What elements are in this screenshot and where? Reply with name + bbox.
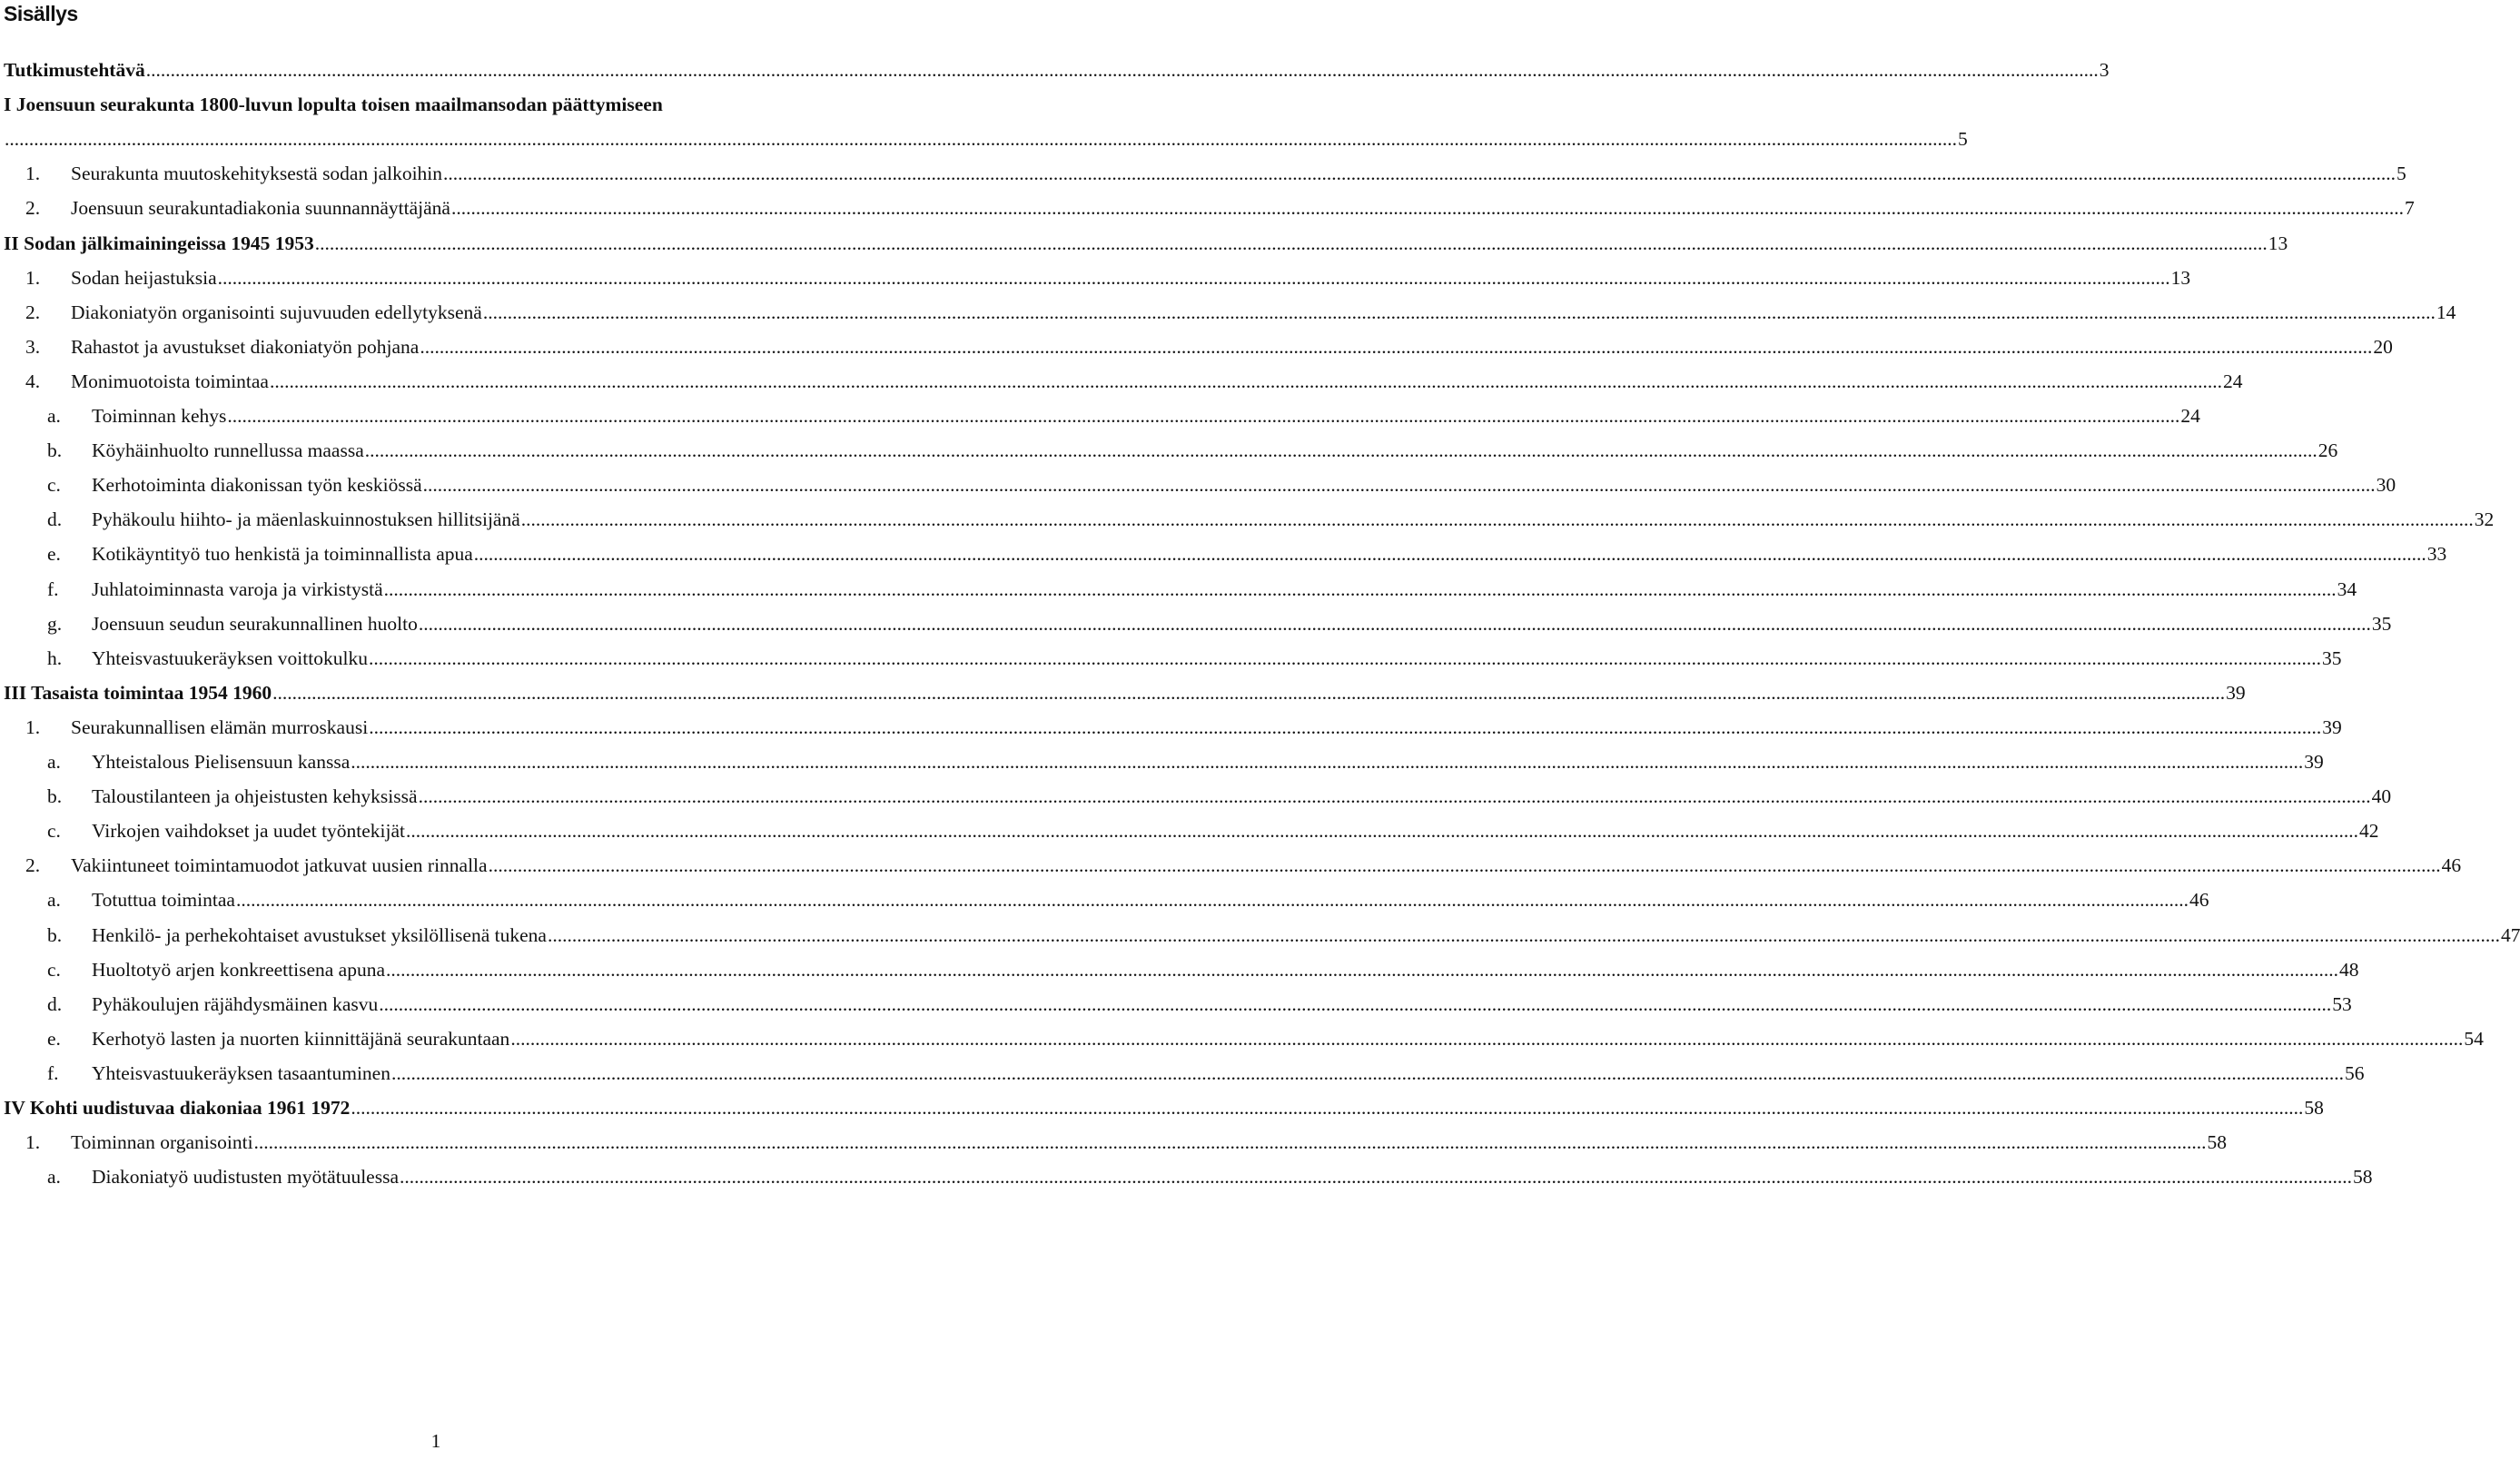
toc-entry[interactable] [0,884,2209,915]
toc-entry-title: Pyhäkoulu hiihto- ja mäenlaskuinnostuksen hillitsijänä [92,508,520,531]
toc-entry-title: Henkilö- ja perhekohtaiset avustukset yksilöllisenä tukena [92,923,547,946]
toc-entry-title: Vakiintuneet toimintamuodot jatkuvat uusien rinnalla [71,854,488,877]
toc-leader-dots: ................................................................................................................................................................................................................................................................................................................................................................................................................ [510,1027,2464,1050]
toc-entry-title: Toiminnan kehys [92,405,227,427]
toc-leader-dots: ................................................................................................................................................................................................................................................................................................................................................................................................................ [547,923,2500,946]
toc-entry-number: 1. [25,163,41,185]
toc-leader-dots: ................................................................................................................................................................................................................................................................................................................................................................................................................ [368,646,2321,669]
toc-entry[interactable] [0,366,2243,397]
toc-leader-dots: ................................................................................................................................................................................................................................................................................................................................................................................................................ [418,785,2371,808]
toc-entry-title: Yhteistalous Pielisensuun kanssa [92,751,351,773]
toc-entry-title: Kerhotoiminta diakonissan työn keskiössä [92,474,422,497]
toc-entry-title: Seurakunnallisen elämän murroskausi [71,715,369,738]
toc-entry-number: 3. [25,335,41,358]
toc-entry-title: Kotikäyntityö tuo henkistä ja toiminnallista apua [92,543,473,566]
toc-entry-page: 5 [1958,128,1968,151]
toc-entry-number: b. [47,785,63,808]
toc-entry[interactable] [0,920,2520,951]
toc-entry-page: 35 [2371,612,2392,635]
toc-entry[interactable] [0,331,2393,362]
toc-leader-dots: ................................................................................................................................................................................................................................................................................................................................................................................................................ [420,335,2373,358]
toc-leader-dots: ................................................................................................................................................................................................................................................................................................................................................................................................................ [422,474,2376,497]
toc-entry-page: 30 [2376,474,2396,497]
toc-entry-page: 33 [2426,543,2447,566]
toc-entry-number: e. [47,1027,61,1050]
toc-entry[interactable] [0,850,2462,881]
toc-entry-title: Sodan heijastuksia [71,266,217,289]
toc-entry-page: 46 [2441,854,2462,877]
toc-entry-number: 4. [25,370,41,392]
toc-entry[interactable] [0,1092,2324,1123]
toc-entry[interactable] [0,469,2396,500]
page-number: 1 [430,1430,441,1452]
toc-entry[interactable] [0,262,2191,293]
toc-entry-number: b. [47,923,63,946]
toc-entry-page: 54 [2464,1027,2484,1050]
toc-entry[interactable] [0,815,2379,846]
toc-entry[interactable] [0,1161,2373,1192]
toc-leader-dots: ................................................................................................................................................................................................................................................................................................................................................................................................................ [227,405,2180,427]
toc-entry-page: 14 [2436,301,2456,323]
toc-entry-title: Juhlatoiminnasta varoja ja virkistystä [92,577,383,600]
toc-leader-dots: ................................................................................................................................................................................................................................................................................................................................................................................................................ [520,508,2474,531]
toc-entry[interactable] [0,192,2415,223]
toc-entry[interactable] [0,297,2456,328]
toc-entry[interactable] [0,643,2342,674]
toc-entry-page: 58 [2353,1166,2373,1189]
toc-entry-title: Monimuotoista toimintaa [71,370,269,392]
toc-entry[interactable] [0,954,2359,985]
toc-entry-title: I Joensuun seurakunta 1800-luvun lopulta toisen maailmansodan päättymiseen [4,94,663,116]
toc-leader-dots: ................................................................................................................................................................................................................................................................................................................................................................................................................ [272,681,2226,704]
toc-entry-title: Diakoniatyön organisointi sujuvuuden edellytyksenä [71,301,482,323]
toc-entry-title: Taloustilanteen ja ohjeistusten kehyksissä [92,785,418,808]
toc-entry-number: c. [47,474,61,497]
toc-leader-dots: ................................................................................................................................................................................................................................................................................................................................................................................................................ [314,232,2268,254]
toc-leader-dots: ................................................................................................................................................................................................................................................................................................................................................................................................................ [406,820,2359,843]
toc-leader-dots: ................................................................................................................................................................................................................................................................................................................................................................................................................ [351,1097,2304,1119]
toc-entry-page: 32 [2474,508,2495,531]
toc-entry-page: 47 [2500,923,2520,946]
toc-entry-number: a. [47,889,61,912]
toc-entry-page: 56 [2344,1061,2365,1084]
toc-entry[interactable] [0,1023,2484,1054]
toc-entry-page: 42 [2359,820,2379,843]
toc-entry-number: f. [47,577,59,600]
toc-entry-number: f. [47,1061,59,1084]
toc-entry-page: 26 [2317,439,2338,462]
toc-entry-title: Seurakunta muutoskehityksestä sodan jalkoihin [71,163,443,185]
toc-entry-page: 13 [2170,266,2191,289]
toc-entry-page: 34 [2337,577,2357,600]
toc-entry-page: 46 [2189,889,2209,912]
toc-entry-page: 13 [2268,232,2288,254]
toc-entry-number: d. [47,992,63,1015]
toc-entry-number: b. [47,439,63,462]
toc-entry-page: 35 [2321,646,2342,669]
toc-entry-number: 2. [25,197,41,220]
toc-entry[interactable] [0,781,2392,812]
toc-entry-title: Yhteisvastuukeräyksen tasaantuminen [92,1061,390,1084]
toc-leader-dots: ................................................................................................................................................................................................................................................................................................................................................................................................................ [351,751,2304,773]
toc-entry-title: IV Kohti uudistuvaa diakoniaa 1961 1972 [4,1097,351,1119]
toc-entry-number: 1. [25,1131,41,1154]
toc-entry[interactable] [0,158,2406,189]
toc-entry[interactable] [0,574,2357,605]
toc-entry-title: Joensuun seurakuntadiakonia suunnannäyttäjänä [71,197,450,220]
toc-entry-page: 39 [2304,751,2324,773]
toc-entry[interactable] [0,712,2342,743]
toc-entry[interactable] [0,123,1968,154]
toc-entry[interactable] [0,54,2110,85]
toc-entry-page: 39 [2322,715,2342,738]
toc-entry-title: Virkojen vaihdokset ja uudet työntekijät [92,820,406,843]
toc-entry-number: a. [47,751,61,773]
toc-leader-dots: ................................................................................................................................................................................................................................................................................................................................................................................................................ [369,715,2322,738]
toc-entry[interactable] [0,538,2447,569]
toc-leader-dots: ................................................................................................................................................................................................................................................................................................................................................................................................................ [5,128,1957,151]
toc-entry-title: Huoltotyö arjen konkreettisena apuna [92,958,385,981]
toc-entry-title: Köyhäinhuolto runnellussa maassa [92,439,364,462]
toc-leader-dots: ................................................................................................................................................................................................................................................................................................................................................................................................................ [145,59,2099,81]
toc-leader-dots: ................................................................................................................................................................................................................................................................................................................................................................................................................ [379,992,2332,1015]
toc-entry-title: Joensuun seudun seurakunnallinen huolto [92,612,418,635]
toc-leader-dots: ................................................................................................................................................................................................................................................................................................................................................................................................................ [473,543,2426,566]
toc-entry-number: a. [47,1166,61,1189]
toc-leader-dots: ................................................................................................................................................................................................................................................................................................................................................................................................................ [390,1061,2344,1084]
toc-entry-page: 39 [2226,681,2246,704]
toc-leader-dots: ................................................................................................................................................................................................................................................................................................................................................................................................................ [269,370,2222,392]
toc-entry-title: Diakoniatyö uudistusten myötätuulessa [92,1166,399,1189]
toc-entry-number: 2. [25,301,41,323]
toc-leader-dots: ................................................................................................................................................................................................................................................................................................................................................................................................................ [235,889,2189,912]
toc-entry[interactable] [0,1127,2228,1158]
toc-entry-title: Pyhäkoulujen räjähdysmäinen kasvu [92,992,379,1015]
toc-leader-dots: ................................................................................................................................................................................................................................................................................................................................................................................................................ [383,577,2337,600]
toc-entry-page: 58 [2207,1131,2228,1154]
toc-entry[interactable] [0,746,2324,777]
page-title: Sisällys [4,2,78,25]
toc-entry-page: 58 [2304,1097,2324,1119]
toc-entry[interactable] [0,677,2246,708]
toc-leader-dots: ................................................................................................................................................................................................................................................................................................................................................................................................................ [364,439,2317,462]
toc-entry-title: Tutkimustehtävä [4,59,145,81]
toc-leader-dots: ................................................................................................................................................................................................................................................................................................................................................................................................................ [386,958,2338,981]
toc-entry-number: c. [47,820,61,843]
toc-leader-dots: ................................................................................................................................................................................................................................................................................................................................................................................................................ [217,266,2170,289]
toc-entry-number: d. [47,508,63,531]
toc-entry-number: 1. [25,266,41,289]
toc-entry-number: a. [47,405,61,427]
toc-entry[interactable] [0,89,872,120]
toc-entry-page: 24 [2222,370,2243,392]
toc-entry-title: III Tasaista toimintaa 1954 1960 [4,681,272,704]
toc-entry[interactable] [0,608,2392,639]
toc-entry-number: e. [47,543,61,566]
toc-entry-number: 1. [25,715,41,738]
toc-entry-title: Rahastot ja avustukset diakoniatyön pohjana [71,335,420,358]
toc-entry[interactable] [0,989,2352,1020]
toc-entry[interactable] [0,504,2495,535]
toc-entry-number: c. [47,958,61,981]
toc-entry-number: h. [47,646,63,669]
toc-leader-dots: ................................................................................................................................................................................................................................................................................................................................................................................................................ [253,1131,2207,1154]
toc-entry-page: 5 [2396,163,2406,185]
toc-entry[interactable] [0,435,2338,466]
toc-entry-page: 3 [2099,59,2110,81]
toc-entry-page: 20 [2373,335,2393,358]
toc-entry-page: 40 [2371,785,2392,808]
toc-entry[interactable] [0,400,2200,431]
toc-leader-dots: ................................................................................................................................................................................................................................................................................................................................................................................................................ [400,1166,2352,1189]
toc-entry-page: 53 [2332,992,2352,1015]
toc-leader-dots: ................................................................................................................................................................................................................................................................................................................................................................................................................ [450,197,2404,220]
toc-entry-title: Yhteisvastuukeräyksen voittokulku [92,646,368,669]
toc-entry-title: Toiminnan organisointi [71,1131,253,1154]
toc-entry-title: II Sodan jälkimainingeissa 1945 1953 [4,232,314,254]
toc-leader-dots: ................................................................................................................................................................................................................................................................................................................................................................................................................ [418,612,2371,635]
toc-entry-title: Totuttua toimintaa [92,889,235,912]
toc-entry[interactable] [0,1058,2365,1089]
toc-leader-dots: ................................................................................................................................................................................................................................................................................................................................................................................................................ [482,301,2436,323]
toc-leader-dots: ................................................................................................................................................................................................................................................................................................................................................................................................................ [443,163,2396,185]
toc-entry-page: 48 [2339,958,2359,981]
toc-leader-dots: ................................................................................................................................................................................................................................................................................................................................................................................................................ [488,854,2441,877]
toc-entry-number: 2. [25,854,41,877]
toc-entry-page: 24 [2180,405,2200,427]
toc-entry[interactable] [0,228,2288,259]
toc-entry-page: 7 [2404,197,2415,220]
toc-entry-title: Kerhotyö lasten ja nuorten kiinnittäjänä seurakuntaan [92,1027,510,1050]
toc-entry-number: g. [47,612,63,635]
